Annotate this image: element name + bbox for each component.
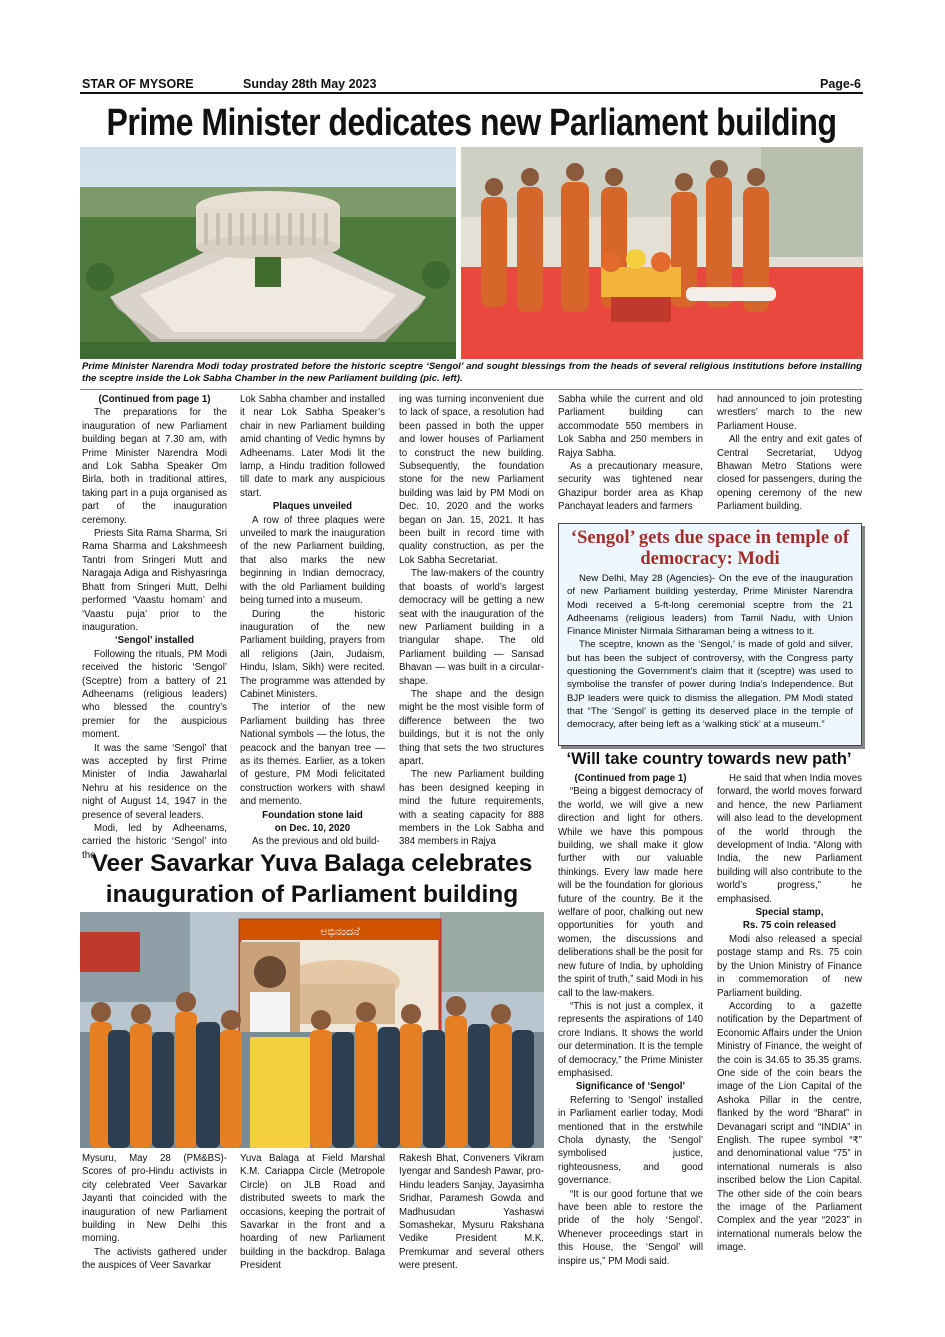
paragraph: (Continued from page 1)	[98, 394, 211, 405]
paragraph: ‘Sengol’ installed	[114, 635, 195, 647]
paragraph: All the entry and exit gates of Central Secretariat, Udyog Bhawan Metro Stations were closed for passengers, during the opening ceremony of the new Parliament building.	[717, 434, 862, 513]
paragraph: Foundation stone laid	[262, 809, 363, 821]
hoarding-banner-text: ಅಭಿನಂದನೆ	[320, 925, 360, 938]
paragraph: He said that when India moves forward, the world moves forward and hence, the new Parliament will also lead to the development of the world through the development of India. “Along with India, the new Parliament building will also contribute to the world’s progress,” he emphasised.	[717, 773, 862, 905]
photo-caption: Prime Minister Narendra Modi today prostrated before the historic sceptre ‘Sengol’ and sought blessings from the heads of several religious institutions before installing the sceptre inside the Lok Sabha Chamber in the new Parliament building (pic. left).	[82, 361, 862, 384]
sengol-box-para-1: New Delhi, May 28 (Agencies)- On the eve of the inauguration of new Parliament building yesterday, Prime Minister Narendra Modi received a 5-ft-long ceremonial sceptre from the 21 Adheenams (religious leaders) from Tamil Nadu, with Union Finance Minister Nirmala Sitharaman being a witness to it.	[567, 573, 853, 638]
paragraph: Plaques unveiled	[272, 501, 353, 513]
paragraph: Priests Sita Rama Sharma, Sri Rama Sharma and Lakshmeesh Tantri from Sringeri Mutt and Naragaja Adiga and Rishyasringa Bhatt from Sringeri Mutt, Delhi performed ‘Vaastu homam’ and ‘Vaastu puja’ prior to the inauguration.	[82, 528, 227, 633]
paragraph: “This is not just a complex, it represents the aspirations of 140 crore Indians. It shows the world our determination. It is the temple of democracy,” the Prime Minister emphasised.	[558, 1000, 703, 1079]
paragraph: Special stamp,	[755, 907, 824, 919]
page-number: Page-6	[820, 77, 861, 91]
paragraph: Sabha while the current and old Parliament building can accommodate 550 members in Lok Sabha and 250 members in Rajya Sabha.	[558, 394, 703, 459]
savarkar-headline-line-2: inauguration of Parliament building	[105, 881, 519, 908]
savarkar-headline-line-1: Veer Savarkar Yuva Balaga celebrates	[91, 850, 533, 877]
path-article-col-2	[717, 772, 862, 1255]
paragraph: Modi, led by Adheenams, carried the historic ‘Sengol’ into the	[82, 823, 227, 861]
paragraph: During the historic inauguration of the new Parliament building, prayers from all religions (Jain, Judaism, Hindu, Islam, Sikh) were recited. The programme was attended by Cabinet Ministers.	[240, 608, 385, 700]
paragraph: A row of three plaques were unveiled to mark the inauguration of the new Parliament building, that also marks the new beginning in Indian democracy, with the old Parliament building being turned into a museum.	[240, 514, 385, 607]
main-headline: Prime Minister dedicates new Parliament building	[106, 100, 837, 144]
paragraph: The new Parliament building has been designed keeping in mind the future requirements, with a seating capacity for 888 members in the Lok Sabha and 384 members in Rajya	[399, 769, 544, 848]
sengol-box-body	[567, 572, 853, 732]
sengol-box-para-2: The sceptre, known as the ‘Sengol,’ is made of gold and silver, but has been the subject of controversy, with the Congress party questioning the Government’s claim that it (sceptre) was used to symbolise the transfer of power during India’s Independence. But BJP leaders were quick to dismiss the allegation. PM Modi stated that “The ‘Sengol’ is getting its deserved place in the temple of democracy, after being left as a ‘walking stick’ at a museum.”	[567, 639, 853, 731]
paragraph: As the previous and old build-	[252, 836, 380, 848]
paragraph: ing was turning inconvenient due to lack of space, a resolution had been passed in both the upper and lower houses of Parliament to construct the new building. Subsequently, the foundation stone for the new Parliament building was laid by PM Modi on Dec. 10, 2020 and the works began on Jan. 15, 2021. It has been built in record time with quality construction, as per the Lok Sabha Secretariat.	[399, 394, 544, 566]
issue-date: Sunday 28th May 2023	[243, 77, 377, 91]
main-article-col-4	[558, 393, 703, 514]
caption-rule	[80, 389, 863, 390]
paragraph: The activists gathered under the auspices of Veer Savarkar	[82, 1246, 227, 1272]
paragraph: The interior of the new Parliament building has three National symbols — the lotus, the peacock and the banyan tree — as its themes. Earlier, as a token of gesture, PM Modi felicitated construction workers with shawl and memento.	[240, 702, 385, 808]
paragraph: Referring to ‘Sengol’ installed in Parliament earlier today, Modi mentioned that in the erstwhile Chola dynasty, the ‘Sengol’ symbolised justice, righteousness, and good governance.	[558, 1094, 703, 1187]
path-article-headline: ‘Will take country towards new path’	[566, 750, 852, 768]
paragraph: It was the same ‘Sengol’ that was accepted by first Prime Minister of India Jawaharlal Nehru at his residence on the night of August 14, 1947 in the presence of several leaders.	[82, 742, 227, 821]
paragraph: The preparations for the inauguration of new Parliament building began at 7.30 am, with Prime Minister Narendra Modi and Lok Sabha Speaker Om Birla, both in traditional attires, taking part in a puja organised as part of the inauguration ceremony.	[82, 407, 227, 526]
paragraph: Following the rituals, PM Modi received the historic ‘Sengol’ (Sceptre) from a battery of 21 Adheenams (religious leaders) who blessed the country’s premier for the auspicious moment.	[82, 648, 227, 741]
savarkar-col-2	[240, 1152, 385, 1273]
savarkar-col-1	[82, 1152, 227, 1273]
path-article-col-1	[558, 772, 703, 1268]
paragraph: on Dec. 10, 2020	[274, 823, 351, 834]
sengol-box-headline: ‘Sengol’ gets due space in temple of democracy: Modi	[570, 528, 850, 569]
parliament-building-photo	[80, 147, 456, 359]
paragraph: According to a gazette notification by the Department of Economic Affairs under the Union Ministry of Finance, the weight of the coin is 34.65 to 35.35 grams. One side of the coin bears the image of the Lion Capital of the Ashoka Pillar in the centre, flanked by the word “Bharat” in Devanagari script and “INDIA” in English. The rupee symbol “₹” and denominational value “75” in international numerals is also inscribed below the Lion Capital. The other side of the coin bears the image of the Parliament Complex and the year “2023” in international numerals below the image.	[717, 1000, 862, 1254]
main-article-col-2	[240, 393, 385, 849]
paragraph: The law-makers of the country that boasts of world’s largest democracy will be getting a new seat with the inauguration of the new Parliament building in a triangular shape. The old Parliament building — Sansad Bhavan — was built in a circular-shape.	[399, 568, 544, 687]
paragraph: Lok Sabha chamber and installed it near Lok Sabha Speaker’s chair in new Parliament building amid chanting of Vedic hymns by Adheenams. Later Modi lit the lamp, a Hindu tradition followed till date to mark any auspicious start.	[240, 394, 385, 499]
paragraph: had announced to join protesting wrestlers’ march to the new Parliament House.	[717, 394, 862, 432]
main-article-col-3	[399, 393, 544, 849]
paragraph: “Being a biggest democracy of the world, we will give a new direction and light for others. While we have this pompous building, we shall make it glow further with our valuable thinkings. Every law made here will be the foundation for glorious future of the country. Be it the welfare of poor, chalking out new opportunities for youth and women, the discussions and deliberations shall be the posit for new future of India, by upholding the spirit of truth,” said Modi in his call to the law-makers.	[558, 786, 703, 999]
paragraph: Rs. 75 coin released	[742, 920, 837, 932]
paragraph: “It is our good fortune that we have been able to restore the pride of the holy ‘Sengol’. Whenever proceedings start in this House, the ‘Sengol’ will inspire us,” PM Modi said.	[558, 1188, 703, 1267]
paragraph: Mysuru, May 28 (PM&BS)- Scores of pro-Hindu activists in city celebrated Veer Savarkar Jayanti that coincided with the inauguration of new Parliament building in New Delhi this morning.	[82, 1153, 227, 1245]
header-rule	[80, 92, 863, 94]
paragraph: As a precautionary measure, security was tightened near Ghazipur border area as Khap Panchayat leaders and farmers	[558, 461, 703, 513]
paragraph: (Continued from page 1)	[574, 773, 687, 784]
paragraph: The shape and the design might be the most visible form of difference between the two buildings, but it is not the only thing that sets the two structures apart.	[399, 688, 544, 767]
sengol-ceremony-photo	[461, 147, 863, 359]
paragraph: Modi also released a special postage stamp and Rs. 75 coin by the Union Ministry of Finance in commemoration of new Parliament building.	[717, 933, 862, 999]
sengol-news-box	[558, 523, 862, 746]
savarkar-col-3	[399, 1152, 544, 1273]
paragraph: Significance of ‘Sengol’	[575, 1081, 686, 1093]
paragraph: Yuva Balaga at Field Marshal K.M. Cariappa Circle (Metropole Circle) on JLB Road and distributed sweets to mark the occasions, keeping the portrait of Savarkar in the front and a hoarding of new Parliament building in the backdrop. Balaga President	[240, 1153, 385, 1272]
paragraph: Rakesh Bhat, Conveners Vikram Iyengar and Sandesh Pawar, pro-Hindu leaders Sanjay, Jayasimha Sridhar, Paramesh Gowda and Madhusudan Yashaswi Somashekar, Mysuru Rakshana Vedike President M.K. Premkumar and several others were present.	[399, 1153, 544, 1272]
savarkar-celebration-photo	[80, 912, 544, 1148]
paper-name: STAR OF MYSORE	[82, 77, 194, 91]
main-article-col-5	[717, 393, 862, 514]
main-article-col-1	[82, 393, 227, 862]
